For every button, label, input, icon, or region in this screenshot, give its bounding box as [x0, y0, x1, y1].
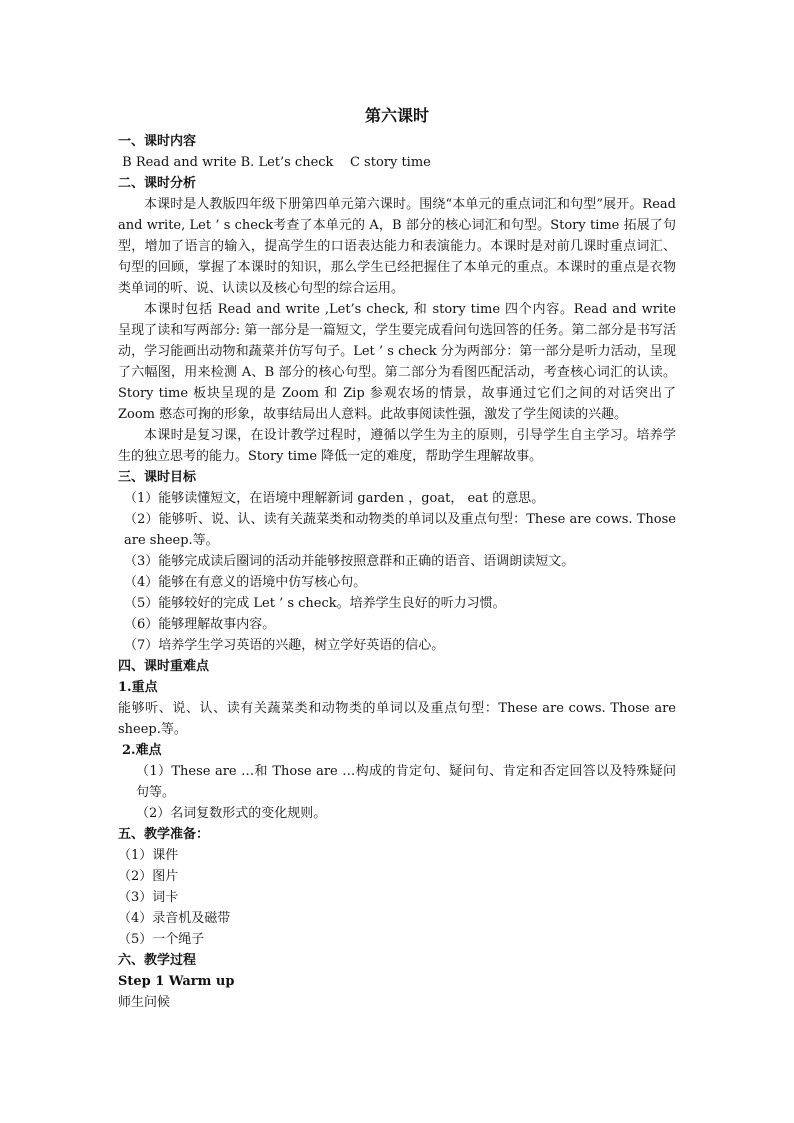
- section-heading: 五、教学准备：: [118, 827, 210, 842]
- section-heading: 三、课时目标: [118, 470, 197, 485]
- prep-item: （5）一个绳子: [118, 932, 205, 947]
- objective-item: （3）能够完成读后圈词的活动并能够按照意群和正确的语音、语调朗读短文。: [124, 554, 575, 569]
- objective-item: （5）能够较好的完成 Let ’ s check。培养学生良好的听力习惯。: [124, 596, 506, 611]
- objective-item: （4）能够在有意义的语境中仿写核心句。: [124, 575, 367, 590]
- section-heading: 一、课时内容: [118, 134, 197, 149]
- analysis-paragraph: 本课时是人教版四年级下册第四单元第六课时。围绕“本单元的重点词汇和句型”展开。Read and write, Let ’ s check考查了本单元的 A，B 部分的核心词汇和句型。Story time 拓展了句型，增加了语言的输入，提高学生的口语表达能力和表演能力。本课时是对前几课时重点词汇、句型的回顾，掌握了本课时的知识，那么学生已经把握住了本单元的重点。本课时的重点是衣物类单词的听、说、认读以及核心句型的综合运用。: [118, 197, 676, 296]
- subheading: 2.难点: [122, 743, 162, 758]
- section-heading: 二、课时分析: [118, 176, 197, 191]
- prep-item: （3）词卡: [118, 890, 179, 905]
- page-title: 第六课时: [364, 106, 429, 125]
- key-point-text: 能够听、说、认、读有关蔬菜类和动物类的单词以及重点句型：These are cows. Those are sheep.等。: [118, 701, 676, 737]
- section-heading: 六、教学过程: [118, 953, 197, 968]
- objective-item: （6）能够理解故事内容。: [124, 617, 276, 632]
- document-page: [118, 103, 676, 1013]
- objective-item: （2）能够听、说、认、读有关蔬菜类和动物类的单词以及重点句型：These are cows. Those are sheep.等。: [124, 512, 676, 548]
- difficulty-item: （1）These are …和 Those are …构成的肯定句、疑问句、肯定和否定回答以及特殊疑问句等。: [136, 764, 676, 800]
- lesson-content-line: B Read and write B. Let’s check C story time: [118, 155, 431, 170]
- step-heading: Step 1 Warm up: [118, 974, 235, 989]
- section-heading: 四、课时重难点: [118, 659, 210, 674]
- analysis-paragraph: 本课时包括 Read and write ,Let’s check, 和 story time 四个内容。Read and write 呈现了读和写两部分: 第一部分是一篇短文，学生要完成看问句选回答的任务。第二部分是书写活动，学习能画出动物和蔬菜并仿写句子。Let ’ s check 分为两部分：第一部分是听力活动，呈现了六幅图，用来检测 A、B 部分的核心句型。第二部分为看图匹配活动，考查核心词汇的认读。Story time 板块呈现的是 Zoom 和 Zip 参观农场的情景，故事通过它们之间的对话突出了 Zoom 憨态可掬的形象，故事结局出人意料。此故事阅读性强，激发了学生阅读的兴趣。: [118, 302, 676, 422]
- difficulty-item: （2）名词复数形式的变化规则。: [136, 806, 327, 821]
- analysis-paragraph: 本课时是复习课，在设计教学过程时，遵循以学生为主的原则，引导学生自主学习。培养学生的独立思考的能力。Story time 降低一定的难度，帮助学生理解故事。: [118, 428, 676, 464]
- subheading: 1.重点: [118, 680, 158, 695]
- objective-item: （7）培养学生学习英语的兴趣，树立学好英语的信心。: [124, 638, 445, 653]
- prep-item: （2）图片: [118, 869, 179, 884]
- prep-item: （4）录音机及磁带: [118, 911, 231, 926]
- step-text: 师生问候: [118, 995, 171, 1010]
- objective-item: （1）能够读懂短文，在语境中理解新词 garden ，goat， eat 的意思。: [124, 491, 545, 506]
- prep-item: （1）课件: [118, 848, 179, 863]
